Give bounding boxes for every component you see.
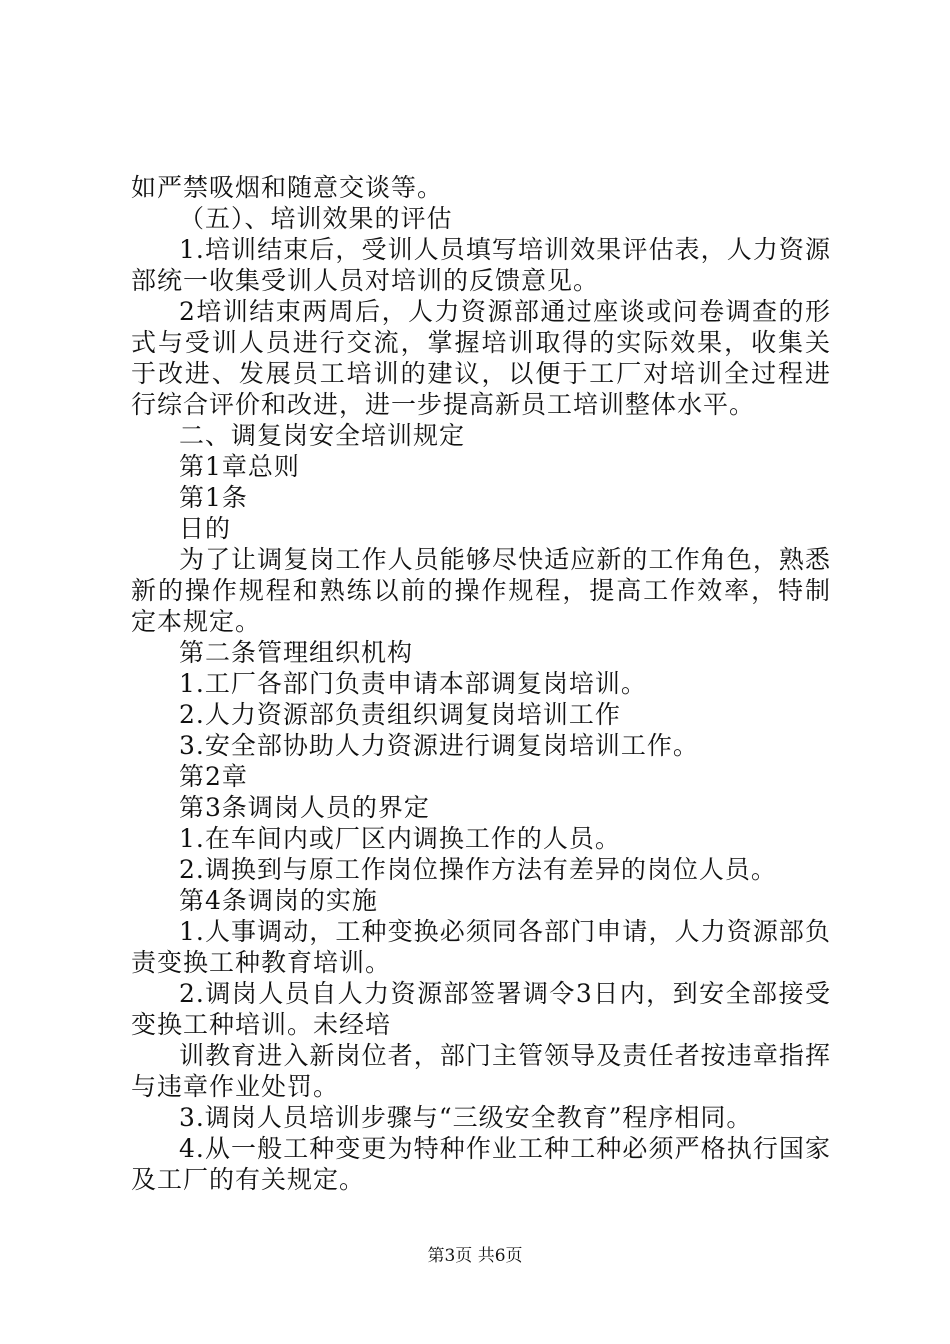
page-number-footer: 第3页 共6页: [427, 1246, 523, 1266]
article-heading: 第二条管理组织机构: [179, 638, 414, 667]
paragraph: 1.培训结束后，受训人员填写培训效果评估表，人力资源部统一收集受训人员对培训的反馈意见。: [131, 235, 831, 295]
list-item: 3.安全部协助人力资源进行调复岗培训工作。: [179, 731, 699, 760]
paragraph: 为了让调复岗工作人员能够尽快适应新的工作角色，熟悉新的操作规程和熟练以前的操作规程，提高工作效率，特制定本规定。: [131, 545, 831, 636]
document-body: [131, 172, 831, 1195]
chapter-heading: 第1章总则: [179, 452, 300, 481]
paragraph: 日的: [179, 514, 232, 543]
article-heading: 第3条调岗人员的界定: [179, 793, 430, 822]
list-item: 2.调换到与原工作岗位操作方法有差异的岗位人员。: [179, 855, 777, 884]
paragraph: 如严禁吸烟和随意交谈等。: [131, 173, 444, 202]
chapter-heading: 第2章: [179, 762, 248, 791]
article-heading: 第1条: [179, 483, 248, 512]
list-item: 1.在车间内或厂区内调换工作的人员。: [179, 824, 621, 853]
list-item: 2.调岗人员自人力资源部签署调令3日内，到安全部接受变换工种培训。未经培: [131, 979, 831, 1039]
list-item: 4.从一般工种变更为特种作业工种工种必须严格执行国家及工厂的有关规定。: [131, 1134, 831, 1194]
section-heading: （五）、培训效果的评估: [179, 204, 453, 233]
list-item: 1.工厂各部门负责申请本部调复岗培训。: [179, 669, 647, 698]
paragraph: 训教育进入新岗位者，部门主管领导及责任者按违章指挥与违章作业处罚。: [131, 1041, 831, 1101]
section-heading: 二、调复岗安全培训规定: [179, 421, 466, 450]
article-heading: 第4条调岗的实施: [179, 886, 378, 915]
list-item: 2.人力资源部负责组织调复岗培训工作: [179, 700, 621, 729]
list-item: 1.人事调动，工种变换必须同各部门申请，人力资源部负责变换工种教育培训。: [131, 917, 831, 977]
list-item: 3.调岗人员培训步骤与“三级安全教育”程序相同。: [179, 1103, 753, 1132]
paragraph: 2培训结束两周后，人力资源部通过座谈或问卷调查的形式与受训人员进行交流，掌握培训取得的实际效果，收集关于改进、发展员工培训的建议，以便于工厂对培训全过程进行综合评价和改进，进一步提高新员工培训整体水平。: [131, 297, 831, 419]
